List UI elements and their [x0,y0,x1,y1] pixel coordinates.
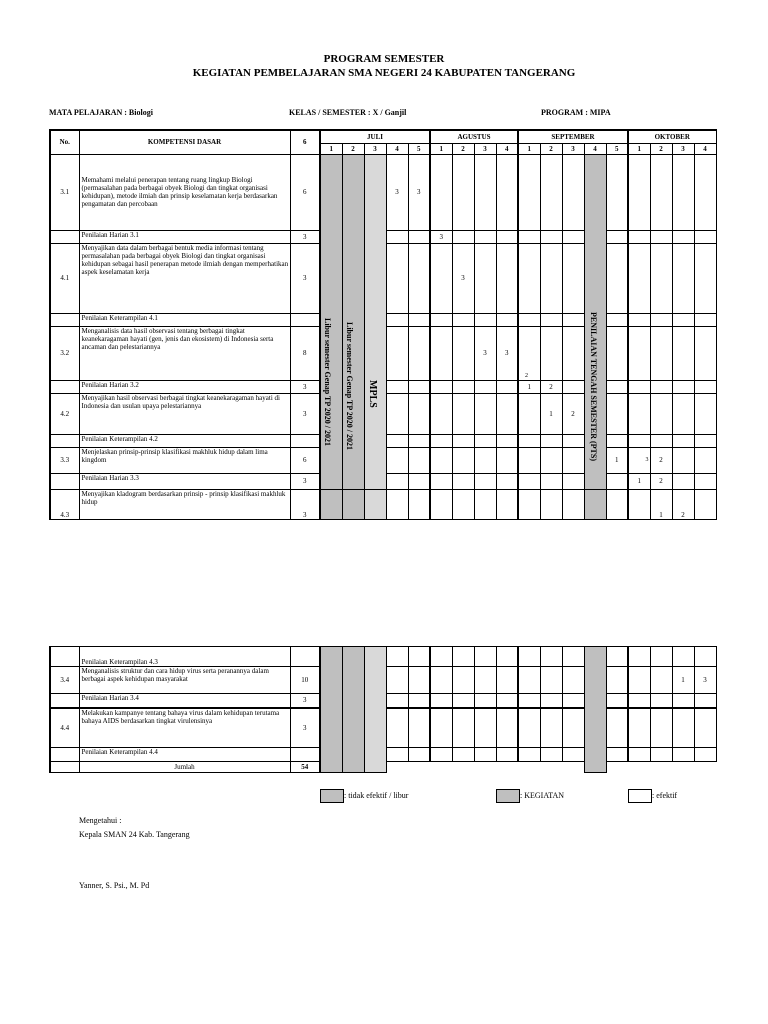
jp-value: 8 [290,326,320,380]
kd-text: Menyajikan kladogram berdasarkan prinsip - prinsip klasifikasi makhluk hidup [79,489,290,519]
legend-kegiatan: : KEGIATAN [520,791,565,800]
row-no: 4.4 [50,708,79,748]
row-no: 3.3 [50,447,79,473]
pts-label: PENILAIAN TENGAH SEMESTER (PTS) [589,312,598,461]
legend-swatch-efektif [628,789,652,803]
row-no: 3.1 [50,154,79,230]
week-value: 2 [650,447,672,473]
col-kd: KOMPETENSI DASAR [79,130,290,154]
kd-text: Menjelaskan prinsip-prinsip klasifikasi makhluk hidup dalam lima kingdom [79,447,290,473]
program-table-top [49,129,717,520]
jp-value: 3 [290,380,320,393]
kd-text: Menyajikan data dalam berbagai bentuk media informasi tentang permasalahan pada berbagai obyek Biologi dan tingkat organisasi kehidupan sebagai hasil penerapan metode ilmiah dengan memperhatikan aspek keselamatan kerja [79,243,290,313]
legend-efektif: : efektif [652,791,678,800]
kd-text: Menganalisis struktur dan cara hidup virus serta peranannya dalam berbagai aspek kehidupan masyarakat [79,667,290,694]
jp-value: 6 [290,447,320,473]
col-jp: 6 [290,130,320,154]
jp-value: 10 [290,667,320,694]
week-value: 3 [496,326,518,380]
jp-value: 3 [290,489,320,519]
row-no: 4.1 [50,243,79,313]
program-table-bottom [49,646,717,773]
jp-value: 3 [290,694,320,708]
jumlah-value: 54 [290,762,320,773]
kepala-sekolah: Kepala SMAN 24 Kab. Tangerang [79,830,190,839]
penilaian-label: Penilaian Harian 3.2 [79,380,290,393]
jp-value: 3 [290,243,320,313]
penilaian-label: Penilaian Keterampilan 4.2 [79,434,290,447]
week-value: 1 [672,667,694,694]
week: 4 [386,143,408,154]
week: 2 [452,143,474,154]
week-value: 3 [386,154,408,230]
penilaian-label: Penilaian Harian 3.3 [79,473,290,489]
month-juli: JULI [320,130,430,143]
libur-label-1: Libur semester Genap TP 2020 / 2021 [323,318,332,447]
penilaian-label: Penilaian Harian 3.4 [79,694,290,708]
month-agustus: AGUSTUS [430,130,518,143]
week-value: 1 [650,489,672,519]
jp-value: 6 [290,154,320,230]
row-no: 4.3 [50,489,79,519]
week-value: 3 [474,326,496,380]
legend-swatch-kegiatan [496,789,520,803]
week: 5 [606,143,628,154]
week: 3 [474,143,496,154]
week-value: 2 [540,380,562,393]
penilaian-label: Penilaian Keterampilan 4.1 [79,313,290,326]
jp-value: 3 [290,230,320,243]
week: 2 [540,143,562,154]
col-no: No. [50,130,79,154]
week-value: 3 [430,230,452,243]
penilaian-label: Penilaian Keterampilan 4.3 [79,647,290,667]
week: 2 [650,143,672,154]
week-value: 2 [672,489,694,519]
kelas-semester: KELAS / SEMESTER : X / Ganjil [289,108,407,117]
jumlah-label: Jumlah [79,762,290,773]
week: 3 [562,143,584,154]
row-no: 3.2 [50,326,79,380]
kd-text: Menganalisis data hasil observasi tentang berbagai tingkat keanekaragaman hayati (gen, jenis dan ekosistem) di Indonesia serta ancaman dan pelestariannya [79,326,290,380]
month-oktober: OKTOBER [628,130,716,143]
row-no: 4.2 [50,393,79,434]
libur-label-2: Libur semester Genap TP 2020 / 2021 [345,322,354,451]
mata-pelajaran: MATA PELAJARAN : Biologi [49,108,153,117]
week-value: 3 [408,154,430,230]
week-value: 2 [562,393,584,434]
program: PROGRAM : MIPA [541,108,611,117]
legend-libur: : tidak efektif / libur [344,791,409,800]
week-value: 1 [606,447,628,473]
legend-swatch-libur [320,789,344,803]
jp-value: 3 [290,473,320,489]
signatory-name: Yanner, S. Psi., M. Pd [79,881,150,890]
week-value: 1 [518,380,540,393]
mpls-label: MPLS [367,380,378,408]
week-value: 2 [518,326,540,380]
kd-text: Melakukan kampanye tentang bahaya virus dalam kehidupan terutama bahaya AIDS berdasarkan tingkat virulensinya [79,708,290,748]
week-value: 3 [628,447,650,473]
week: 4 [584,143,606,154]
mengetahui: Mengetahui : [79,816,122,825]
week-value: 1 [628,473,650,489]
penilaian-label: Penilaian Keterampilan 4.4 [79,748,290,762]
week: 4 [694,143,716,154]
week: 1 [628,143,650,154]
week: 1 [320,143,342,154]
page-title: PROGRAM SEMESTER [323,53,445,65]
week: 1 [518,143,540,154]
week: 5 [408,143,430,154]
row-no: 3.4 [50,667,79,694]
kd-text: Menyajikan hasil observasi berbagai tingkat keanekaragaman hayati di Indonesia dan usulan upaya pelestariannya [79,393,290,434]
week-value: 2 [650,473,672,489]
week-value: 3 [694,667,716,694]
week: 1 [430,143,452,154]
week: 3 [672,143,694,154]
week: 4 [496,143,518,154]
penilaian-label: Penilaian Harian 3.1 [79,230,290,243]
page-subtitle: KEGIATAN PEMBELAJARAN SMA NEGERI 24 KABUPATEN TANGERANG [192,67,576,79]
jp-value: 3 [290,708,320,748]
week: 2 [342,143,364,154]
week-value: 3 [452,243,474,313]
week-value: 1 [540,393,562,434]
week: 3 [364,143,386,154]
jp-value: 3 [290,393,320,434]
month-september: SEPTEMBER [518,130,628,143]
kd-text: Memahami melalui penerapan tentang ruang lingkup Biologi (permasalahan pada berbagai obyek Biologi dan tingkat organisasi kehidupan), metode ilmiah dan prinsip keselamatan kerja berdasarkan pengamatan dan percobaan [79,154,290,230]
